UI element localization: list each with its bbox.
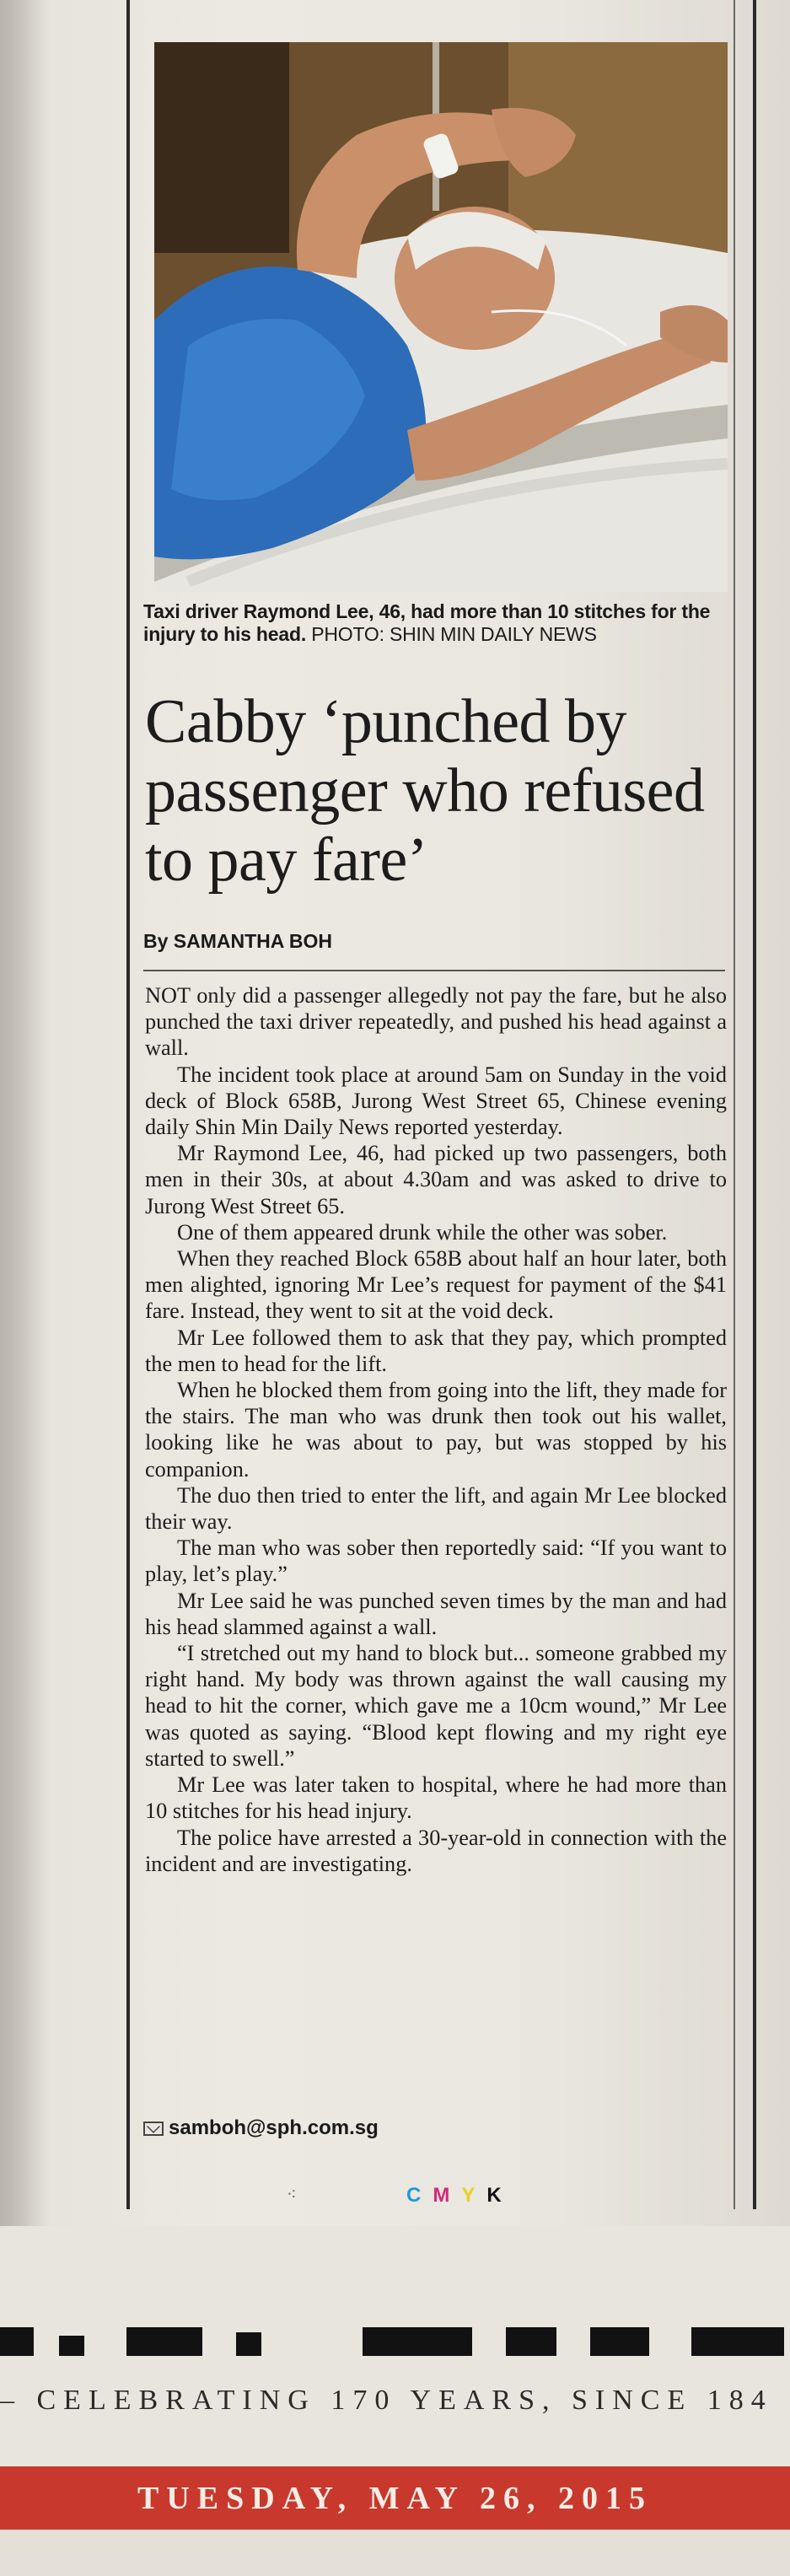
paragraph: When they reached Block 658B about half an hour later, both men alighted, ignoring Mr Lee’s request for payment of the $41 fare. Instead, they went to sit at the void deck. [145,1246,727,1324]
paragraph: One of them appeared drunk while the other was sober. [177,1219,668,1245]
byline: By SAMANTHA BOH [143,930,333,952]
cmyk-letter-y: Y [461,2184,487,2207]
paragraph: “I stretched out my hand to block but... someone grabbed my right hand. My body was thrown against the wall causing my head to hit the corner, which gave me a 10cm wound,” Mr Lee was quoted as saying. “Blood kept flowing and my right eye started to swell.” [145,1641,727,1771]
hospital-patient-illustration [154,42,728,592]
column-rule-left [126,0,130,2209]
page-bottom-edge [0,2530,790,2576]
paragraph: The man who was sober then reportedly said: “If you want to play, let’s play.” [145,1535,727,1587]
anniversary-banner: – CELEBRATING 170 YEARS, SINCE 184 [0,2385,773,2416]
publication-date: TUESDAY, MAY 26, 2015 [137,2480,653,2516]
paragraph: The duo then tried to enter the lift, and again Mr Lee blocked their way. [145,1482,727,1535]
paragraph: The incident took place at around 5am on Sunday in the void deck of Block 658B, Jurong West Street 65, Chinese evening daily Shin Min Daily News reported yesterday. [145,1062,727,1140]
photo-caption [143,600,725,646]
byline-divider [143,970,725,971]
paragraph: Mr Lee followed them to ask that they pay, which prompted the men to head for the lift. [145,1325,727,1376]
headline: Cabby ‘punched by passenger who refused to pay fare’ [145,687,705,895]
column-rule-inner [734,0,735,2209]
paragraph: Mr Raymond Lee, 46, had picked up two passengers, both men in their 30s, at about 4.30am and was asked to drive to Jurong West Street 65. [145,1141,727,1218]
cmyk-letter-c: C [406,2184,433,2207]
cmyk-letter-m: M [433,2184,462,2207]
date-bar [0,2466,790,2530]
paragraph: Mr Lee said he was punched seven times by the man and had his head slammed against a wall. [145,1588,727,1639]
cmyk-letter-k: K [486,2184,513,2207]
news-photo [154,42,728,592]
envelope-icon [143,2122,164,2136]
paragraph: Mr Lee was later taken to hospital, where he had more than 10 stitches for his head injury. [145,1772,727,1824]
paragraph: NOT only did a passenger allegedly not pay the fare, but he also punched the taxi driver repeatedly, and pushed his head against a wall. [145,983,727,1061]
masthead-fragment [0,2327,790,2356]
registration-mark-icon: ⁖ [287,2186,297,2204]
caption-text: Taxi driver Raymond Lee, 46, had more than 10 stitches for the injury to his head. [143,600,711,645]
cmyk-color-bar [406,2184,513,2208]
paragraph: The police have arrested a 30-year-old in connection with the incident and are investigating. [145,1825,727,1876]
photo-credit: PHOTO: SHIN MIN DAILY NEWS [311,623,597,645]
article-body [145,982,727,1877]
email-address[interactable]: samboh@sph.com.sg [169,2116,379,2139]
column-rule-right [753,0,756,2209]
page-fold-shadow [0,0,51,2226]
paragraph: When he blocked them from going into the lift, they made for the stairs. The man who was drunk then took out his wallet, looking like he was about to pay, but was stopped by his companion. [145,1378,727,1482]
author-email[interactable] [143,2116,379,2140]
